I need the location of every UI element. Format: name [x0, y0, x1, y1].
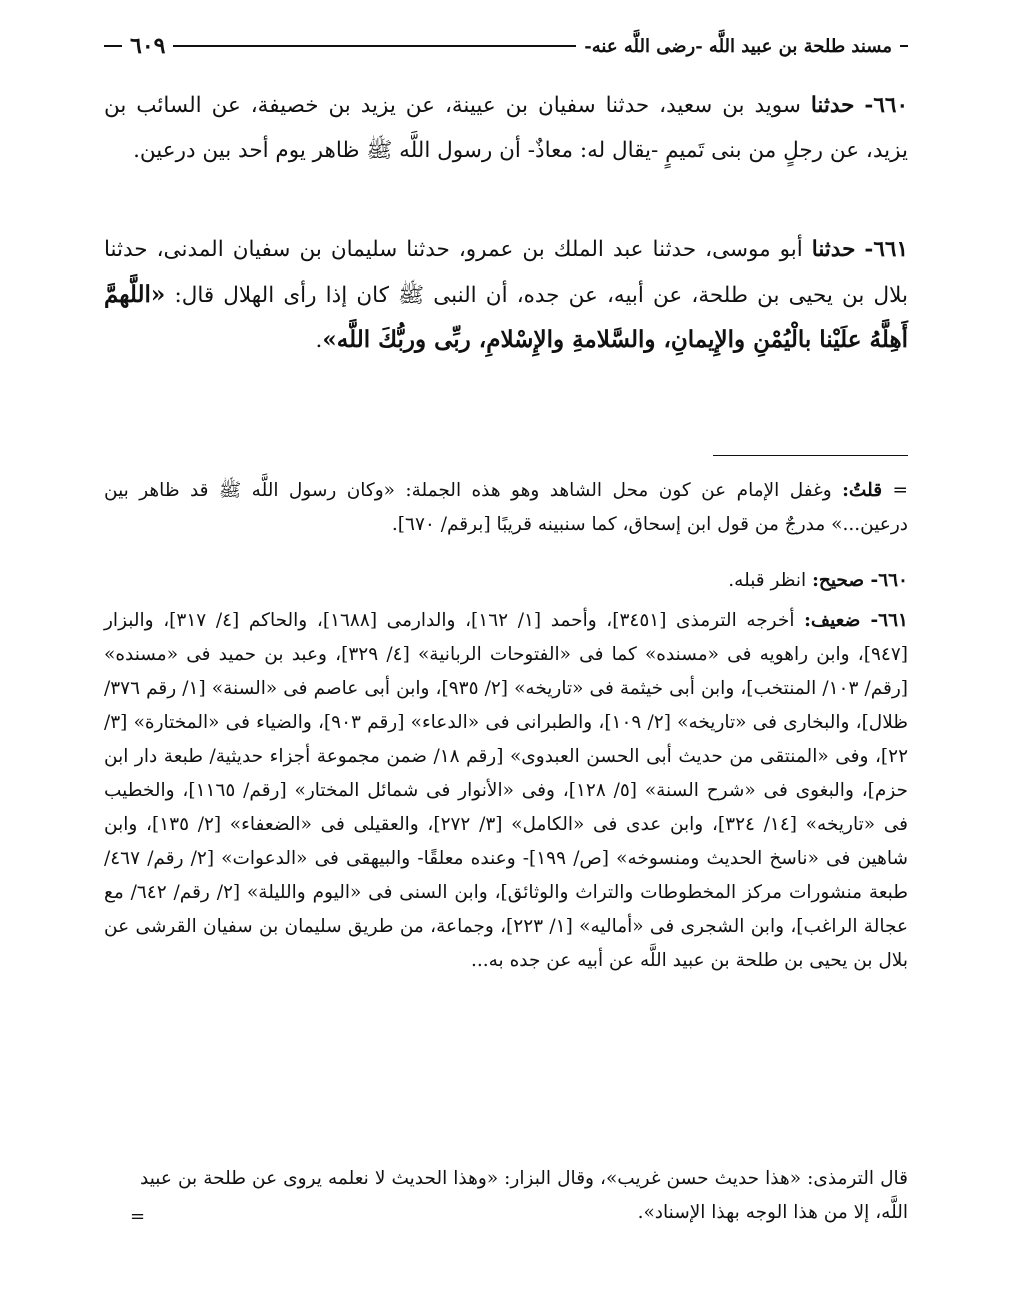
continuation-marker: = — [892, 480, 908, 501]
footnote-661 — [104, 604, 908, 978]
header-rule-right — [900, 45, 908, 47]
hadith-text: سويد بن سعيد، حدثنا سفيان بن عيينة، عن يزيد بن خصيفة، عن السائب بن يزيد، عن رجلٍ من بنى تَميمٍ -يقال له: معاذٌ- أن رسول اللَّه ﷺ ظاهر يوم أحد بين درعين. — [104, 93, 908, 163]
page-number: ٦٠٩ — [130, 33, 166, 59]
footnote-text: أخرجه الترمذى [٣٤٥١]، وأحمد [١/ ١٦٢]، والدارمى [١٦٨٨]، والحاكم [٤/ ٣١٧]، والبزار [٩٤٧]، وابن راهويه فى «مسنده» كما فى «الفتوحات الربانية» [٤/ ٣٢٩]، وعبد بن حميد فى «مسنده» [رقم/ ١٠٣/ المنتخب]، وابن أبى خيثمة فى «تاريخه» [٢/ ٩٣٥]، وابن أبى عاصم فى «السنة» [١/ رقم ٣٧٦/ ظلال]، والبخارى فى «تاريخه» [٢/ ١٠٩]، والطبرانى فى «الدعاء» [رقم ٩٠٣]، والضياء فى «المختارة» [٣/ ٢٢]، وفى «المنتقى من حديث أبى الحسن العبدوى» [رقم ١٨/ ضمن مجموعة أجزاء حديثية/ طبعة دار ابن حزم]، والبغوى فى «شرح السنة» [٥/ ١٢٨]، وفى «الأنوار فى شمائل المختار» [رقم/ ١١٦٥]، والخطيب فى «تاريخه» [١٤/ ٣٢٤]، وابن عدى فى «الكامل» [٣/ ٢٧٢]، والعقيلى فى «الضعفاء» [٢/ ١٣٥]، وابن شاهين فى «ناسخ الحديث ومنسوخه» [ص/ ١٩٩]- وعنده معلقًا- والبيهقى فى «الدعوات» [٢/ رقم/ ٤٦٧/ طبعة منشورات مركز المخطوطات والتراث والوثائق]، وابن السنى فى «اليوم والليلة» [٢/ رقم/ ٦٤٢/ مع عجالة الراغب]، وابن الشجرى فى «أماليه» [١/ ٢٢٣]، وجماعة، من طريق سليمان بن سفيان القرشى عن بلال بن يحيى بن طلحة بن عبيد اللَّه عن أبيه عن جده به... — [104, 610, 909, 971]
footnote-tirmidhi — [140, 1162, 908, 1230]
hadith-lead: حدثنا — [811, 237, 856, 262]
footnote-continuation — [104, 474, 908, 542]
footnote-text: انظر قبله. — [728, 570, 807, 591]
header-rule — [173, 45, 576, 47]
footnote-660 — [104, 564, 908, 598]
hadith-lead: حدثنا — [810, 93, 855, 118]
continuation-marker-next: = — [130, 1206, 146, 1227]
hadith-text: أبو موسى، حدثنا عبد الملك بن عمرو، حدثنا سليمان بن سفيان المدنى، حدثنا بلال بن يحيى بن طلحة، عن أبيه، عن جده، أن النبى ﷺ كان إذا رأى الهلال قال: — [104, 237, 908, 308]
running-header — [104, 30, 908, 62]
footnote-label: ٦٦٠- صحيح: — [812, 570, 908, 591]
footnote-text: وغفل الإمام عن كون محل الشاهد وهو هذه الجملة: «وكان رسول اللَّه ﷺ قد ظاهر بين درعين...» مدرجٌ من قول ابن إسحاق، كما سنبينه قريبًا [برقم/ ٦٧٠]. — [104, 480, 908, 535]
footnote-lead: قلتُ: — [842, 480, 883, 501]
hadith-end: . — [315, 328, 323, 353]
hadith-660 — [104, 84, 908, 173]
footnote-label: ٦٦١- ضعيف: — [804, 610, 908, 631]
hadith-quote: «اللَّهمَّ أَهِلَّهُ علَيْنا بالْيُمْنِ والإِيمانِ، والسَّلامةِ والإِسْلامِ، ربِّى وربُّكَ اللَّه» — [104, 280, 908, 353]
hadith-number: ٦٦٠- — [864, 93, 908, 118]
hadith-661 — [104, 228, 908, 364]
hadith-number: ٦٦١- — [864, 237, 908, 262]
footnote-text: قال الترمذى: «هذا حديث حسن غريب»، وقال البزار: «وهذا الحديث لا نعلمه يروى عن طلحة بن عبيد اللَّه، إلا من هذا الوجه بهذا الإسناد». — [140, 1168, 908, 1223]
header-title: مسند طلحة بن عبيد اللَّه -رضى اللَّه عنه- — [584, 35, 892, 57]
footnote-separator — [713, 455, 908, 456]
header-rule-left — [104, 45, 122, 47]
